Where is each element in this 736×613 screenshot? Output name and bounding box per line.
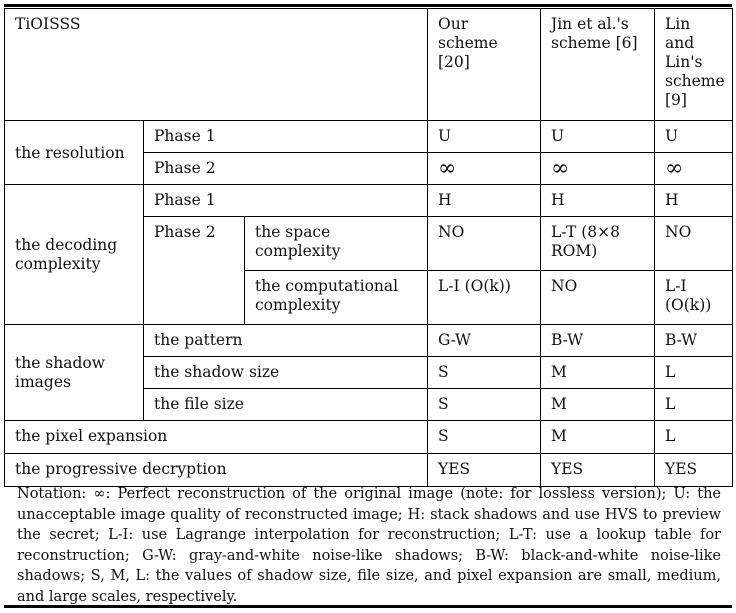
comparison-table — [4, 8, 733, 487]
table-cell: M — [541, 357, 655, 389]
table-cell: U — [428, 121, 541, 153]
table-cell: H — [428, 185, 541, 217]
table-cell: B-W — [541, 325, 655, 357]
table-cell: S — [428, 421, 541, 454]
table-cell: B-W — [655, 325, 733, 357]
sub-label: Phase 2 — [144, 153, 428, 185]
row-label-resolution: the resolution — [5, 121, 144, 185]
table-cell: YES — [655, 454, 733, 487]
table-cell: L-I (O(k)) — [428, 271, 541, 325]
table-cell: ∞ — [541, 153, 655, 185]
table-cell: ∞ — [428, 153, 541, 185]
header-lin-scheme: Lin and Lin's scheme [9] — [655, 9, 733, 121]
table-row — [5, 325, 733, 357]
sub-label: the file size — [144, 389, 428, 421]
table-cell: L-I (O(k)) — [655, 271, 733, 325]
header-our-scheme: Our scheme [20] — [428, 9, 541, 121]
sub-sub-label: the computational complexity — [245, 271, 428, 325]
table-cell: M — [541, 389, 655, 421]
table-cell: M — [541, 421, 655, 454]
table-cell: S — [428, 357, 541, 389]
table-cell: L — [655, 357, 733, 389]
header-title: TiOISSS — [5, 9, 428, 121]
table-cell: YES — [541, 454, 655, 487]
sub-label: Phase 1 — [144, 121, 428, 153]
table-cell: U — [655, 121, 733, 153]
table-cell: H — [655, 185, 733, 217]
sub-label: the pattern — [144, 325, 428, 357]
sub-label: Phase 1 — [144, 185, 428, 217]
row-label-progressive: the progressive decryption — [5, 454, 428, 487]
table-header-row — [5, 9, 733, 121]
sub-label: the shadow size — [144, 357, 428, 389]
row-label-decoding: the decoding complexity — [5, 185, 144, 325]
table-row — [5, 421, 733, 454]
table-cell: L — [655, 421, 733, 454]
table-row — [5, 185, 733, 217]
table-cell: L — [655, 389, 733, 421]
header-jin-scheme: Jin et al.'s scheme [6] — [541, 9, 655, 121]
table-cell: ∞ — [655, 153, 733, 185]
table-cell: NO — [428, 217, 541, 271]
sub-sub-label: the space complexity — [245, 217, 428, 271]
table-cell: YES — [428, 454, 541, 487]
table-cell: G-W — [428, 325, 541, 357]
table-cell: NO — [541, 271, 655, 325]
table-cell: S — [428, 389, 541, 421]
table-cell: NO — [655, 217, 733, 271]
row-label-shadow: the shadow images — [5, 325, 144, 421]
table-cell: L-T (8×8 ROM) — [541, 217, 655, 271]
table-row — [5, 121, 733, 153]
table-row — [5, 454, 733, 487]
sub-label: Phase 2 — [144, 217, 245, 325]
table-cell: U — [541, 121, 655, 153]
row-label-pixel-expansion: the pixel expansion — [5, 421, 428, 454]
table-cell: H — [541, 185, 655, 217]
notation-text: Notation: ∞: Perfect reconstruction of the original image (note: for lossless version); U: the unacceptable image quality of reconstructed image; H: stack shadows and use HVS to preview the secret; L-I: use Lagrange interpolation for reconstruction; L-T: use a lookup table for reconstruction; G-W: gray-and-white noise-like shadows; B-W: black-and-white noise-like shadows; S, M, L: the values of shadow size, file size, and pixel expansion are small, medium, and large scales, respectively. — [17, 486, 721, 605]
